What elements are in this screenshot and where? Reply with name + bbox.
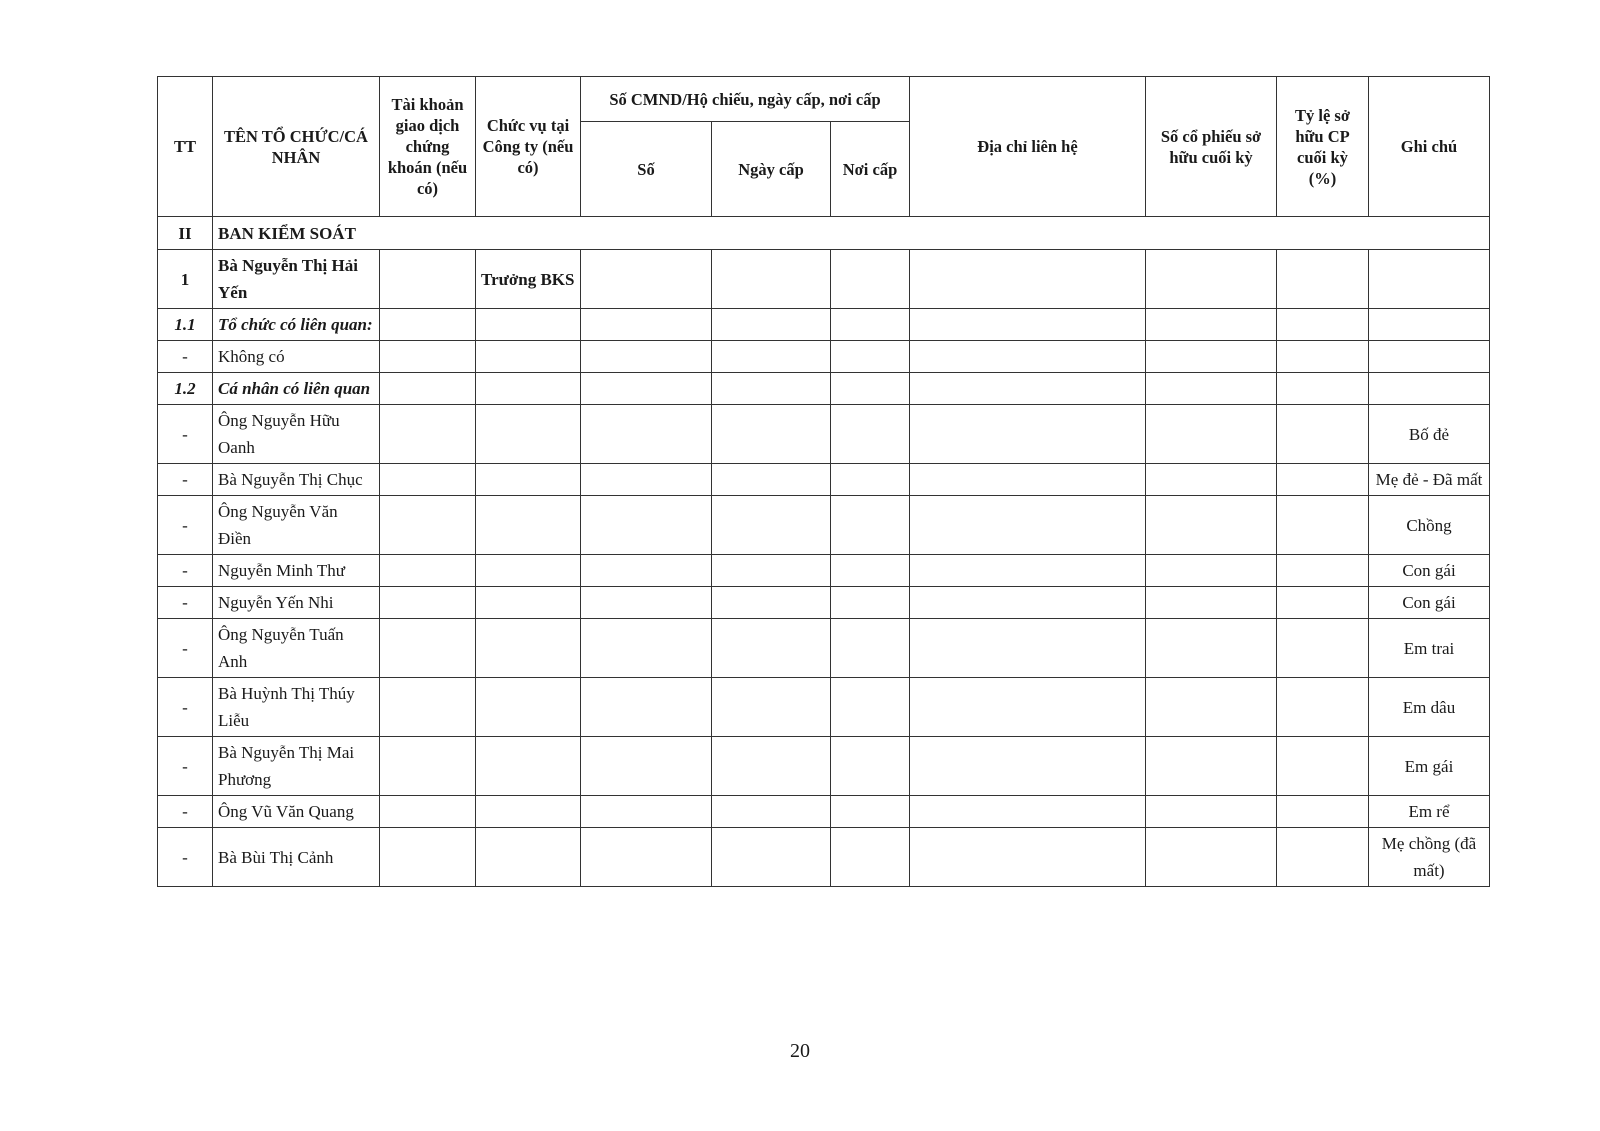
row-tt: - xyxy=(158,796,213,828)
row-tt: - xyxy=(158,737,213,796)
row-tt: - xyxy=(158,405,213,464)
row-name: Bà Nguyễn Thị Mai Phương xyxy=(213,737,380,796)
table-row xyxy=(158,341,1490,373)
row-tt: 1.2 xyxy=(158,373,213,405)
table-row xyxy=(158,678,1490,737)
row-tt: - xyxy=(158,828,213,887)
header-ratio: Tỷ lệ sở hữu CP cuối kỳ (%) xyxy=(1277,77,1369,217)
table-row xyxy=(158,619,1490,678)
row-name: Tổ chức có liên quan: xyxy=(213,309,380,341)
header-id-group: Số CMND/Hộ chiếu, ngày cấp, nơi cấp xyxy=(581,77,910,122)
section-tt: II xyxy=(158,217,213,250)
table-row xyxy=(158,555,1490,587)
row-name: Bà Nguyễn Thị Chục xyxy=(213,464,380,496)
row-tt: - xyxy=(158,496,213,555)
row-name: Ông Nguyễn Văn Điền xyxy=(213,496,380,555)
row-tt: - xyxy=(158,341,213,373)
table-row xyxy=(158,309,1490,341)
table-row xyxy=(158,405,1490,464)
row-tt: - xyxy=(158,555,213,587)
related-persons-table xyxy=(157,76,1490,887)
row-tt: 1.1 xyxy=(158,309,213,341)
table-row xyxy=(158,737,1490,796)
header-note: Ghi chú xyxy=(1369,77,1490,217)
row-note xyxy=(1369,309,1490,341)
header-account: Tài khoản giao dịch chứng khoán (nếu có) xyxy=(380,77,476,217)
row-note: Em dâu xyxy=(1369,678,1490,737)
row-name: Nguyễn Yến Nhi xyxy=(213,587,380,619)
row-note: Bố đẻ xyxy=(1369,405,1490,464)
table-row xyxy=(158,496,1490,555)
table-row xyxy=(158,587,1490,619)
row-name: Ông Nguyễn Tuấn Anh xyxy=(213,619,380,678)
section-title: BAN KIỂM SOÁT xyxy=(213,217,1490,250)
row-note: Em trai xyxy=(1369,619,1490,678)
row-position: Trưởng BKS xyxy=(476,250,581,309)
row-note: Chồng xyxy=(1369,496,1490,555)
row-note: Em gái xyxy=(1369,737,1490,796)
table-row xyxy=(158,464,1490,496)
row-note xyxy=(1369,250,1490,309)
row-note xyxy=(1369,341,1490,373)
section-row xyxy=(158,217,1490,250)
row-name: Ông Vũ Văn Quang xyxy=(213,796,380,828)
row-note: Mẹ chồng (đã mất) xyxy=(1369,828,1490,887)
row-note xyxy=(1369,373,1490,405)
row-tt: - xyxy=(158,678,213,737)
table-row xyxy=(158,250,1490,309)
row-tt: - xyxy=(158,587,213,619)
row-tt: 1 xyxy=(158,250,213,309)
row-tt: - xyxy=(158,464,213,496)
row-name: Cá nhân có liên quan xyxy=(213,373,380,405)
row-name: Bà Bùi Thị Cảnh xyxy=(213,828,380,887)
row-note: Em rể xyxy=(1369,796,1490,828)
row-name: Bà Nguyễn Thị Hải Yến xyxy=(213,250,380,309)
page-number: 20 xyxy=(790,1040,810,1062)
header-shares: Số cổ phiếu sở hữu cuối kỳ xyxy=(1146,77,1277,217)
row-note: Con gái xyxy=(1369,555,1490,587)
header-name: TÊN TỔ CHỨC/CÁ NHÂN xyxy=(213,77,380,217)
row-name: Ông Nguyễn Hữu Oanh xyxy=(213,405,380,464)
header-id-no: Số xyxy=(581,122,712,217)
row-name: Không có xyxy=(213,341,380,373)
row-note: Mẹ đẻ - Đã mất xyxy=(1369,464,1490,496)
row-name: Bà Huỳnh Thị Thúy Liễu xyxy=(213,678,380,737)
row-note: Con gái xyxy=(1369,587,1490,619)
table-row xyxy=(158,796,1490,828)
header-address: Địa chỉ liên hệ xyxy=(910,77,1146,217)
row-tt: - xyxy=(158,619,213,678)
header-issue-date: Ngày cấp xyxy=(712,122,831,217)
row-name: Nguyễn Minh Thư xyxy=(213,555,380,587)
header-tt: TT xyxy=(158,77,213,217)
header-issue-place: Nơi cấp xyxy=(831,122,910,217)
table-row xyxy=(158,828,1490,887)
table-row xyxy=(158,373,1490,405)
header-position: Chức vụ tại Công ty (nếu có) xyxy=(476,77,581,217)
